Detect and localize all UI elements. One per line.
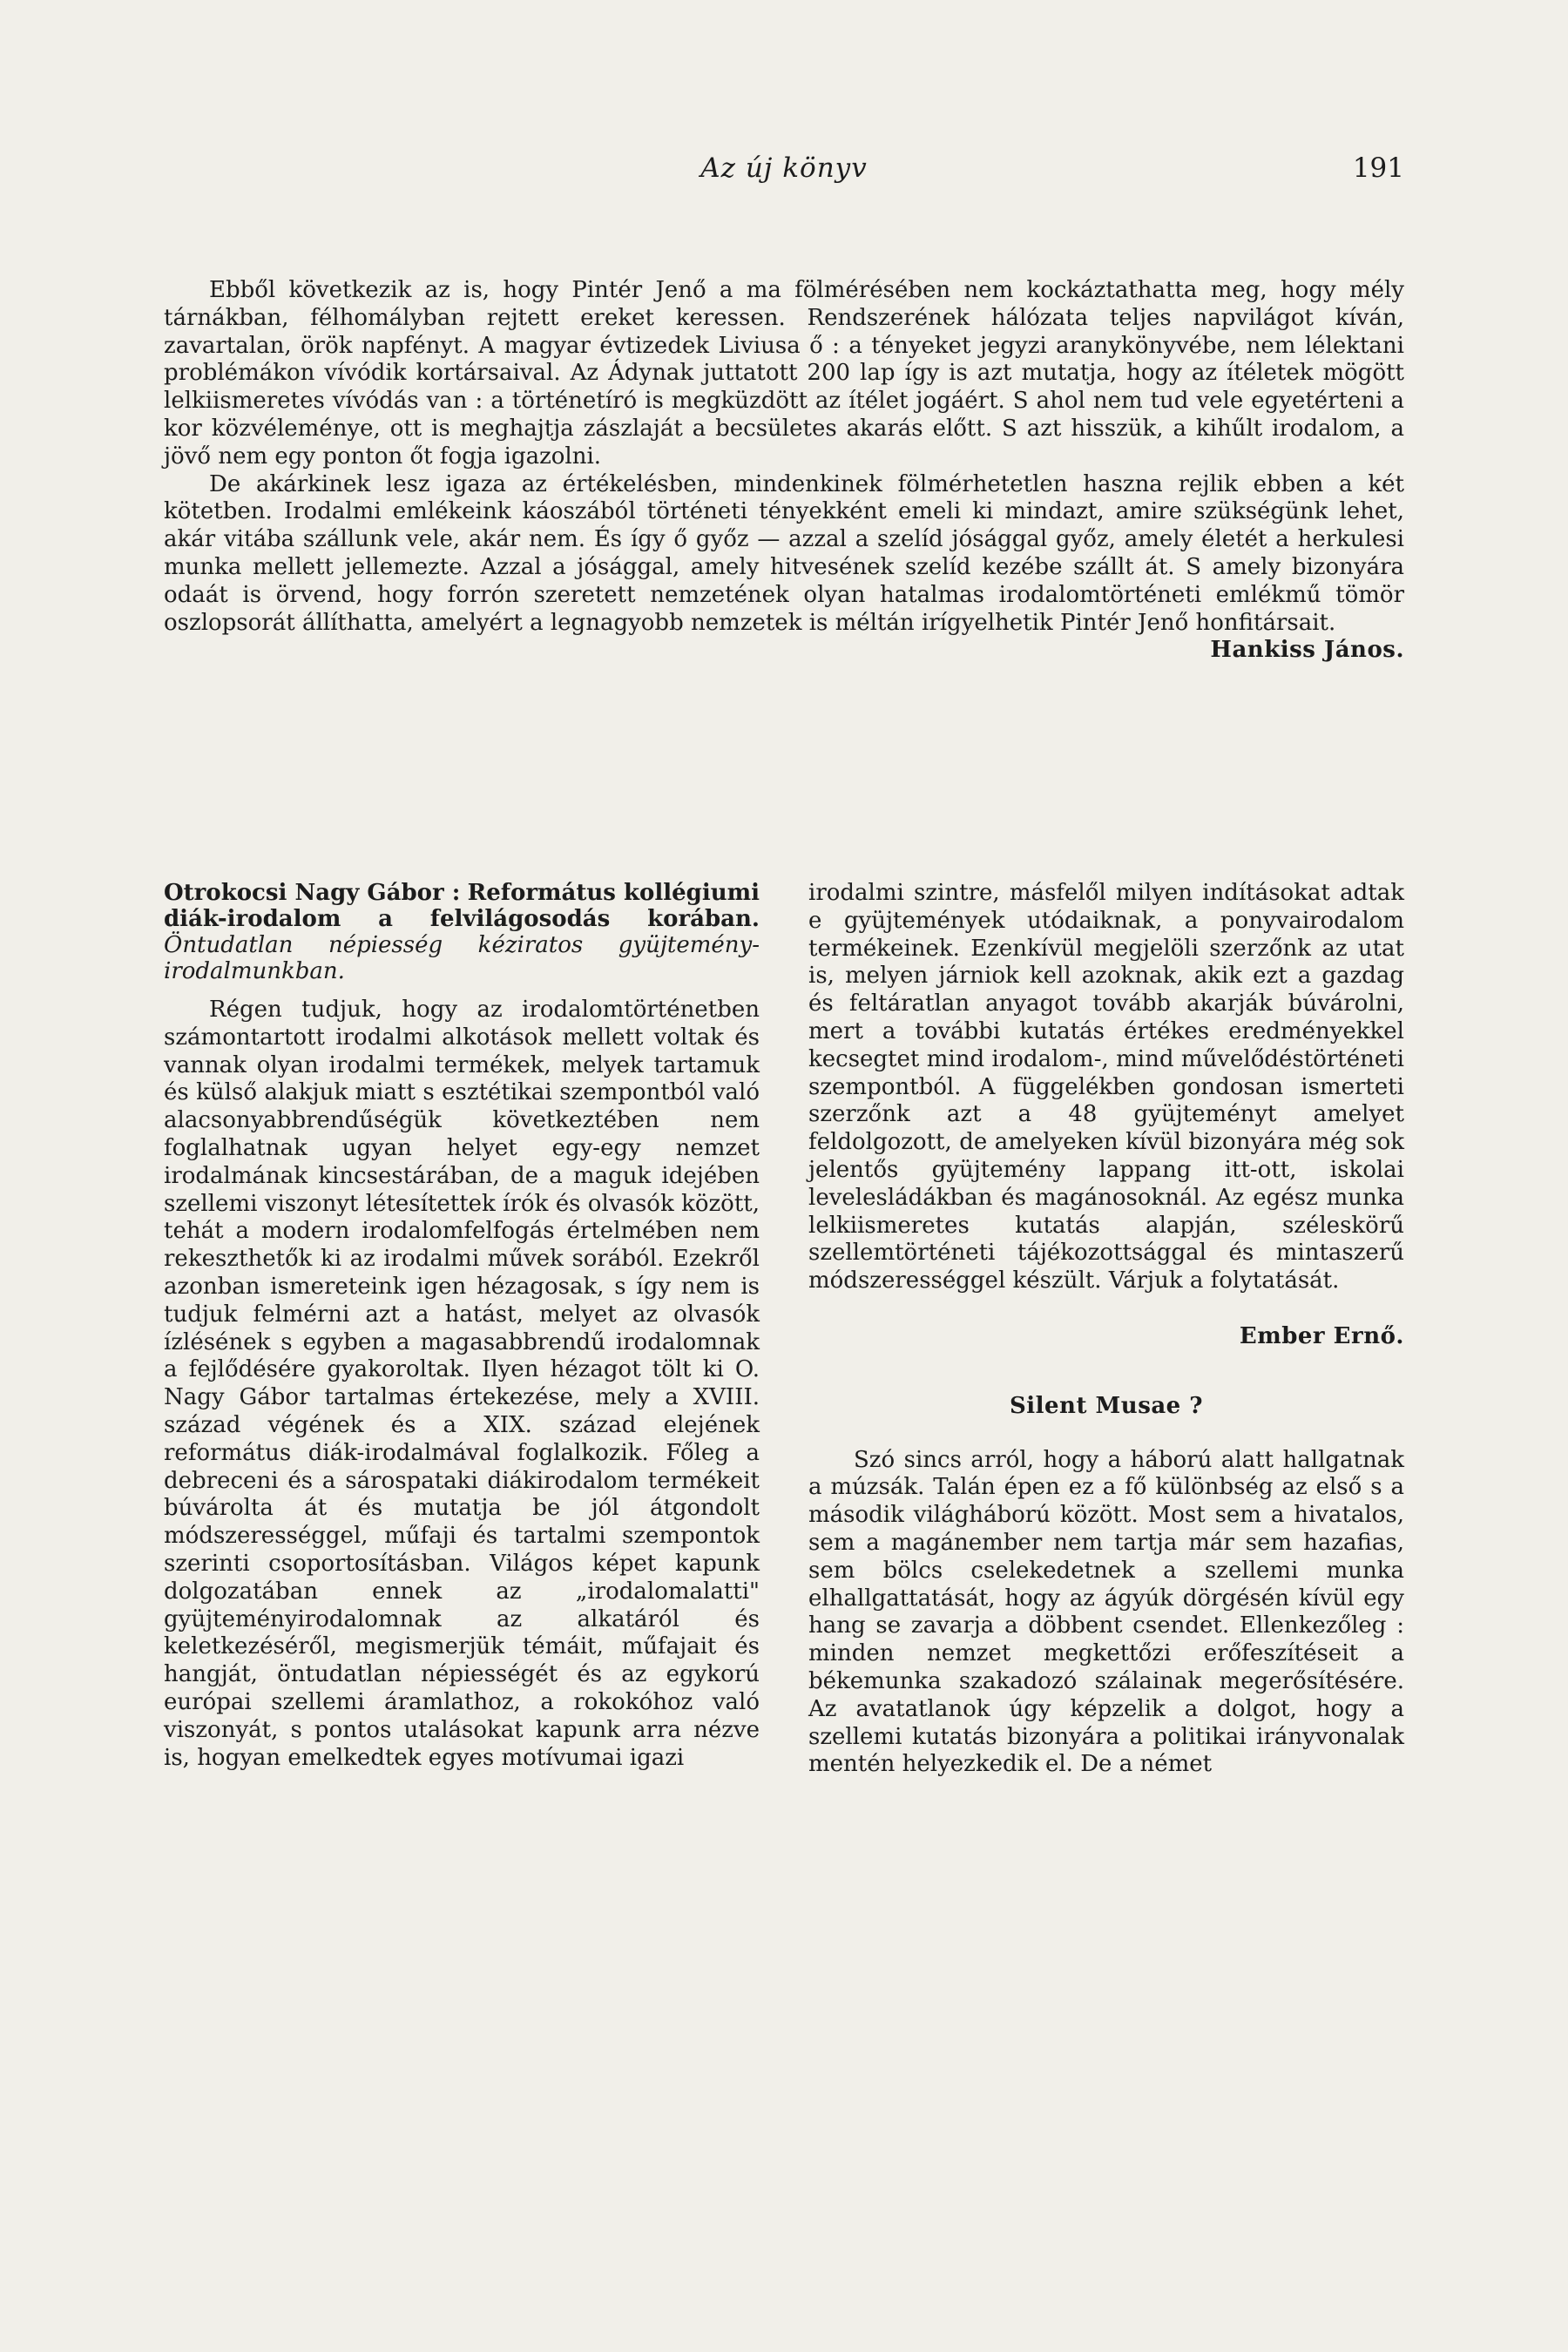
review-subtitle: Öntudatlan népiesség kéziratos gyüjtemény-irodalmunkban.	[164, 932, 760, 984]
review-body-right: irodalmi szintre, másfelől milyen indításokat adtak e gyüjtemények utódaiknak, a ponyvairodalom termékeinek. Ezenkívül megjelöli szerzőnk az utat is, melyen járniok kell azoknak, akik ezt a gazdag és feltáratlan anyagot tovább akarják búvárolni, mert a további kutatás értékes eredményekkel kecsegtet mind irodalom-, mind művelődéstörténeti szempontból. A függelékben gondosan ismerteti szerzőnk azt a 48 gyüjteményt amelyet feldolgozott, de amelyeken kívül bizonyára még sok jelentős gyüjtemény lappang itt-ott, iskolai levelesládákban és magánosoknál. Az egész munka lelkiismeretes kutatás alapján, széleskörű szellemtörténeti tájékozottsággal és mintaszerű módszerességgel készült. Várjuk a folytatását.	[808, 880, 1404, 1294]
review-author: Otrokocsi Nagy Gábor :	[164, 880, 461, 906]
silent-musae-title: Silent Musae ?	[1009, 1392, 1204, 1419]
running-header	[164, 152, 1404, 196]
intro-paragraph-1: Ebből következik az is, hogy Pintér Jenő a ma fölmérésében nem kockáztathatta meg, hogy mély tárnákban, félhomályban rejtett ereket keressen. Rendszerének hálózata teljes napvilágot kíván, zavartalan, örök napfényt. A magyar évtizedek Liviusa ő : a tényeket jegyzi aranykönyvébe, nem lélektani problémákon vívódik kortársaival. Az Ádynak juttatott 200 lap így is azt mutatja, hogy az ítéletek mögött lelkiismeretes vívódás van : a történetíró is megküzdött az ítélet jogáért. S ahol nem tud vele egyetérteni a kor közvéleménye, ott is meghajtja zászlaját a becsületes akarás előtt. S azt hisszük, a kihűlt irodalom, a jövő nem egy ponton őt fogja igazolni.	[164, 277, 1404, 470]
review-signature: Ember Ernő.	[1239, 1322, 1404, 1349]
silent-musae-body: Szó sincs arról, hogy a háború alatt hallgatnak a múzsák. Talán épen ez a fő különbség az első s a második világháború között. Most sem a hivatalos, sem a magánember nem tartja már sem hazafias, sem bölcs cselekedetnek a szellemi munka elhallgattatását, hogy az ágyúk dörgésén kívül egy hang se zavarja a döbbent csendet. Ellenkezőleg : minden nemzet megkettőzi erőfeszítéseit a békemunka szakadozó szálainak megerősítésére. Az avatatlanok úgy képzelik a dolgot, hogy a szellemi kutatás bizonyára a politikai irányvonalak mentén helyezkedik el. De a német	[808, 1446, 1404, 1778]
review-heading	[164, 880, 760, 984]
intro-signature: Hankiss János.	[1210, 637, 1404, 664]
right-column	[808, 880, 1404, 1779]
intro-paragraph-2: De akárkinek lesz igaza az értékelésben, mindenkinek fölmérhetetlen haszna rejlik ebben a két kötetben. Irodalmi emlékeink káoszából történeti tényekként emeli ki mindazt, amire szükségünk lehet, akár vitába szállunk vele, akár nem. És így ő győz — azzal a szelíd jósággal győz, amely életét a herkulesi munka mellett jellemezte. Azzal a jósággal, amely hitvesének szelíd kezébe szállt át. S amely bizonyára odaát is örvend, hogy forrón szeretett nemzetének olyan hatalmas irodalomtörténeti emlékmű tömör oszlopsorát állíthatta, amelyért a legnagyobb nemzetek is méltán irígyelhetik Pintér Jenő honfitársait.	[164, 470, 1404, 636]
page-number: 191	[1352, 152, 1404, 184]
review-title: Református kollégiumi diák-irodalom a felvilágosodás korában.	[164, 880, 760, 932]
intro-section	[164, 277, 1404, 665]
running-title: Az új könyv	[700, 152, 868, 184]
left-column	[164, 880, 760, 1772]
review-body-left: Régen tudjuk, hogy az irodalomtörténetben számontartott irodalmi alkotások mellett voltak és vannak olyan irodalmi termékek, melyek tartamuk és külső alakjuk miatt s esztétikai szempontból való alacsonyabbrendűségük következtében nem foglalhatnak ugyan helyet egy-egy nemzet irodalmának kincsestárában, de a maguk idejében szellemi viszonyt létesítettek írók és olvasók között, tehát a modern irodalomfelfogás értelmében nem rekeszthetők ki az irodalmi művek sorából. Ezekről azonban ismereteink igen hézagosak, s így nem is tudjuk felmérni azt a hatást, melyet az olvasók ízlésének s egyben a magasabbrendű irodalomnak a fejlődésére gyakoroltak. Ilyen hézagot tölt ki O. Nagy Gábor tartalmas értekezése, mely a XVIII. század végének és a XIX. század elejének református diák-irodalmával foglalkozik. Főleg a debreceni és a sárospataki diákirodalom termékeit búvárolta át és mutatja be jól átgondolt módszerességgel, műfaji és tartalmi szempontok szerinti csoportosításban. Világos képet kapunk dolgozatában ennek az „irodalomalatti" gyüjteményirodalomnak az alkatáról és keletkezéséről, megismerjük témáit, műfajait és hangját, öntudatlan népiességét és az egykorú európai szellemi áramlathoz, a rokokóhoz való viszonyát, s pontos utalásokat kapunk arra nézve is, hogyan emelkedtek egyes motívumai igazi	[164, 997, 760, 1771]
